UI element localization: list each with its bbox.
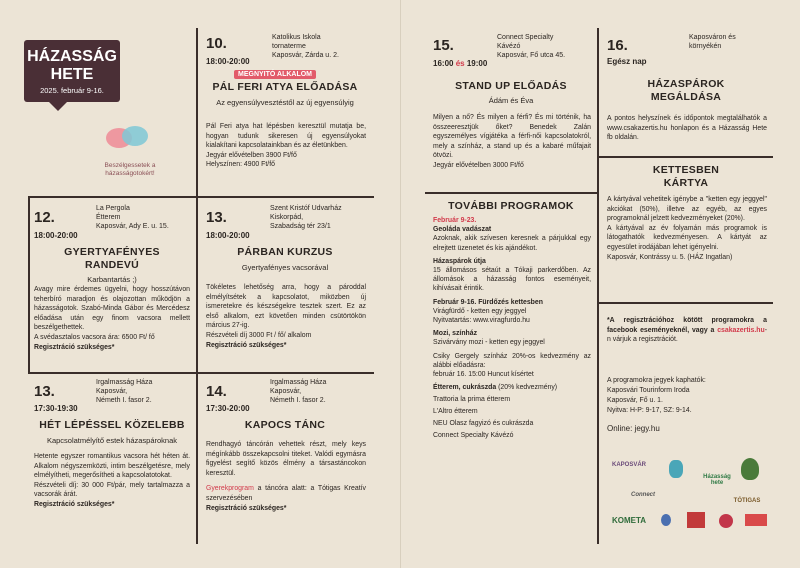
time-value: 16:00 (433, 59, 454, 68)
section-body: Virágfürdő - ketten egy jeggyel (433, 307, 527, 315)
section-body: Nyitvatartás: www.viragfurdo.hu (433, 317, 530, 325)
section-note: (20% kedvezmény) (496, 384, 558, 392)
section-body: február 16. 15:00 Huncut kísértet (433, 371, 534, 379)
title-line: HÁZASPÁROK (647, 78, 725, 90)
tooth-icon (669, 460, 683, 478)
partner-icon (687, 512, 705, 528)
hazassag-hete-logo: Házasság hete (703, 474, 731, 486)
hero-bubble (24, 40, 120, 102)
event-day: 12. (34, 209, 55, 226)
registration-link[interactable]: csakazertis.hu (717, 326, 765, 334)
divider (28, 372, 374, 374)
event-body (34, 452, 190, 510)
kometa-logo: KOMETA (611, 516, 647, 525)
place-line: La Pergola (96, 205, 130, 212)
event-place (270, 378, 326, 405)
event-place (96, 204, 169, 231)
section-body: Csiky Gergely színház 20%-os kedvezmény az alábbi előadásra: (433, 352, 591, 369)
event-title (30, 246, 194, 272)
place-line: Kaposváron és (689, 34, 736, 41)
kids-note-text: a táncóra alatt: a Tótigas Kreatív szervezésében (206, 485, 366, 502)
partner-icon (719, 514, 733, 528)
event-body (206, 122, 366, 170)
event-title: PÁRBAN KURZUS (237, 246, 333, 258)
place-line: Irgalmasság Háza (270, 379, 327, 386)
restaurant-item: L'Altro étterem (433, 408, 478, 416)
right-page (400, 0, 800, 568)
place-line: Németh I. fasor 2. (96, 397, 152, 404)
place-line: Németh I. fasor 2. (270, 397, 326, 404)
partner-icon (661, 514, 671, 526)
restaurant-item: NEU Olasz fagyizó és cukrászda (433, 420, 534, 428)
kids-note (206, 484, 366, 503)
restaurant-item: Trattoria la prima étterem (433, 396, 511, 404)
time-and: és (455, 59, 465, 68)
event-day: 13. (206, 209, 227, 226)
event-time: 18:00-20:00 (34, 231, 78, 240)
connect-logo: Connect (631, 492, 655, 498)
section-title: Február 9-16. Fürdőzés kettesben (433, 298, 543, 306)
event-place (689, 33, 736, 51)
place-line: Szabadság tér 23/1 (270, 223, 331, 230)
event-body (433, 113, 591, 171)
place-line: környékén (689, 43, 722, 50)
price-text: A svédasztalos vacsora ára: 6500 Ft/ fő (34, 333, 155, 341)
registration-note: Regisztráció szükséges* (34, 343, 115, 351)
event-day: 10. (206, 35, 227, 52)
event-day: 13. (34, 383, 55, 400)
kaposvar-logo: KAPOSVÁR (611, 462, 646, 468)
body-text: Pál Feri atya hat lépésben keresztül mutatja be, hogyan tudunk sikeresen új egyensúlyokat kialakítani kapcsolatainkban és az életünkben. (206, 123, 366, 150)
hero-dates: 2025. február 9-16. (40, 86, 104, 95)
place-line: Katolikus Iskola (272, 34, 321, 41)
event-body (206, 440, 366, 513)
section-title: Geoláda vadászat (433, 226, 492, 234)
event-place (96, 378, 152, 405)
registration-note: Regisztráció szükséges* (34, 500, 115, 508)
body-text: Avagy mire érdemes ügyelni, hogy hosszútávon teherbíró maradjon és olajozottan működjön a házasságotok. Szabó-Minda Gábor és Mercédesz előadása után egy finom vacsora mellett beszélgethettek. (34, 286, 190, 332)
event-place (497, 33, 565, 60)
event-subtitle: Az egyensúlyvesztéstől az új egyensúlyig (216, 98, 354, 107)
tickets-line: Nyitva: H-P: 9-17, SZ: 9-14. (607, 407, 692, 414)
partner-icon (745, 514, 767, 526)
body-text: Hetente egyszer romantikus vacsora hét héten át. Alkalom négyszemközti, intim beszélgetésre, mely elmélyítheti, megerősítheti a kapcsolatotokat. (34, 453, 190, 480)
title-line: MEGÁLDÁSA (650, 91, 722, 103)
registration-text: *A regisztrációhoz kötött programokra a facebook eseményeknél, vagy a (607, 317, 767, 334)
place-line: Kaposvár, Zárda u. 2. (272, 52, 339, 59)
tree-icon (741, 458, 759, 480)
hero-tagline (90, 162, 170, 178)
event-body (206, 283, 366, 350)
hero-title-1: HÁZASSÁG (27, 48, 117, 65)
section-title: Mozi, színház (433, 330, 478, 338)
event-subtitle: Gyertyafényes vacsorával (241, 263, 329, 272)
event-title: HÉT LÉPÉSSEL KÖZELEBB (39, 419, 185, 431)
event-title: PÁL FERI ATYA ELŐADÁSA (212, 81, 358, 93)
tickets-line: Kaposvári Tourinform Iroda (607, 387, 690, 394)
title-line: KETTESBEN (652, 164, 720, 176)
section-body: Szivárvány mozi - ketten egy jeggyel (433, 339, 545, 347)
time-value: 19:00 (466, 59, 488, 68)
place-line: Connect Specialty (497, 34, 554, 41)
more-list (433, 216, 591, 442)
event-time: 17:30-19:30 (34, 404, 78, 413)
card-body (607, 195, 767, 262)
price-text: Jegyár elővételben 3900 Ft/fő (206, 151, 297, 159)
event-time: 18:00-20:00 (206, 231, 250, 240)
divider (597, 28, 599, 544)
event-subtitle: Kapcsolatmélyítő estek házaspároknak (46, 436, 178, 445)
event-day: 16. (607, 37, 628, 54)
title-line: RANDEVÚ (84, 259, 140, 271)
opening-tag: MEGNYITÓ ALKALOM (234, 70, 316, 79)
event-title: KAPOCS TÁNC (244, 419, 326, 431)
tickets-line: Kaposvár, Fő u. 1. (607, 397, 663, 404)
divider (425, 192, 599, 194)
divider (28, 196, 374, 198)
registration-note: Regisztráció szükséges* (206, 504, 287, 512)
event-body: A pontos helyszínek és időpontok megtalálhatók a www.csakazertis.hu honlapon és a Házasság Hete fb oldalán. (607, 115, 767, 142)
section-body: Azoknak, akik szívesen keresnek a párjukkal egy elrejtett üzenetet és kis ajándékot. (433, 235, 591, 252)
place-line: Kávézó (497, 43, 521, 50)
event-subtitle: Karbantartás ;) (87, 275, 137, 284)
tickets-info (607, 376, 767, 434)
tagline-line: házasságotokért! (105, 170, 155, 177)
hero-title-2: HETE (50, 66, 94, 83)
event-subtitle: Ádám és Éva (488, 96, 534, 105)
divider (597, 302, 773, 304)
body-text: A kártyával az év folyamán más programok is látogathatók kedvezményesen. A kártyát az egyesület irodájában lehet igényelni. (607, 224, 767, 251)
title-line: KÁRTYA (663, 177, 709, 189)
event-time (433, 59, 487, 68)
event-time: 17:30-20:00 (206, 404, 250, 413)
event-place (272, 33, 339, 60)
place-line: Kaposvár, Ady E. u. 15. (96, 223, 169, 230)
restaurant-item: Connect Specialty Kávézó (433, 432, 514, 440)
event-time: 18:00-20:00 (206, 57, 250, 66)
kids-note-highlight: Gyerekprogram (206, 485, 254, 493)
event-title: STAND UP ELŐADÁS (455, 80, 567, 92)
price-text: Jegyár elővételben 3000 Ft/fő (433, 161, 524, 169)
title-line: GYERTYAFÉNYES (64, 246, 160, 258)
section-title: Február 9-23. (433, 217, 477, 224)
registration-note: Regisztráció szükséges* (206, 341, 287, 349)
place-line: Szent Kristóf Udvarház (270, 205, 342, 212)
event-body (34, 285, 190, 352)
place-line: tornaterme (272, 43, 306, 50)
totigas-logo: TÓTIGAS (733, 498, 761, 504)
more-title: TOVÁBBI PROGRAMOK (448, 200, 574, 212)
place-line: Kaposvár, (270, 388, 302, 395)
body-text: Tökéletes lehetőség arra, hogy a pároddal elmélyítsétek a kapcsolatot, miközben új ismeretekre és készségekre tesztek szert. Ez az első alkalom, ezt követően minden csütörtökön március 27-ig. (206, 284, 366, 330)
body-text: A kártyával vehetitek igénybe a "ketten egy jeggyel" akciókat (50%), illetve az egyéb, az egyes programoknál jelzett kedvezményeket (20%). (607, 196, 767, 223)
price-text: Részvételi díj 3000 Ft / fő/ alkalom (206, 331, 312, 339)
body-text: Kaposvár, Kontrássy u. 5. (HÁZ Ingatlan) (607, 253, 733, 261)
price-text: Helyszínen: 4900 Ft/fő (206, 161, 275, 169)
body-text: Rendhagyó táncórán vehettek részt, mely keys mégínkább összekapcsolni titeket. Valódi egymásra figyelést segítő közös élmény a társastáncokon keresztül. (206, 441, 366, 477)
section-title: Étterem, cukrászda (433, 384, 497, 392)
event-day: 15. (433, 37, 454, 54)
event-title (601, 78, 771, 104)
card-title (601, 164, 771, 190)
speech-bubbles-icon (106, 126, 150, 156)
place-line: Irgalmasság Háza (96, 379, 153, 386)
place-line: Kaposvár, (96, 388, 128, 395)
event-place (270, 204, 342, 231)
place-line: Étterem (96, 214, 121, 221)
event-time: Egész nap (607, 57, 647, 66)
event-day: 14. (206, 383, 227, 400)
divider (196, 28, 198, 544)
body-text: Milyen a nő? És milyen a férfi? És mi történik, ha összeeresztjük őket? Benedek Zalán egyszemélyes vígjátéka a férfi-női kapcsolatokról, mely a színház, a stand up és a kabaré műfajait ötvözi. (433, 114, 591, 160)
registration-info (607, 316, 767, 345)
price-text: Részvételi díj: 30 000 Ft/pár, mely tartalmazza a vacsorák árát. (34, 481, 190, 499)
registration-text: -n várjuk a regisztrációt. (607, 326, 767, 344)
place-line: Kaposvár, Fő utca 45. (497, 52, 566, 59)
tagline-line: Beszélgessetek a (104, 162, 156, 169)
section-body: 15 állomásos sétaút a Tókaji parkerdőben. Az állomások a házasság fontos eseményeit, kihívásait érintik. (433, 267, 591, 293)
divider (28, 196, 30, 372)
place-line: Kiskorpád, (270, 214, 304, 221)
divider (597, 156, 773, 158)
tickets-heading: A programokra jegyek kaphatók: (607, 377, 706, 384)
section-title: Házaspárok útja (433, 257, 486, 265)
online-tickets[interactable]: Online: jegy.hu (607, 424, 660, 433)
